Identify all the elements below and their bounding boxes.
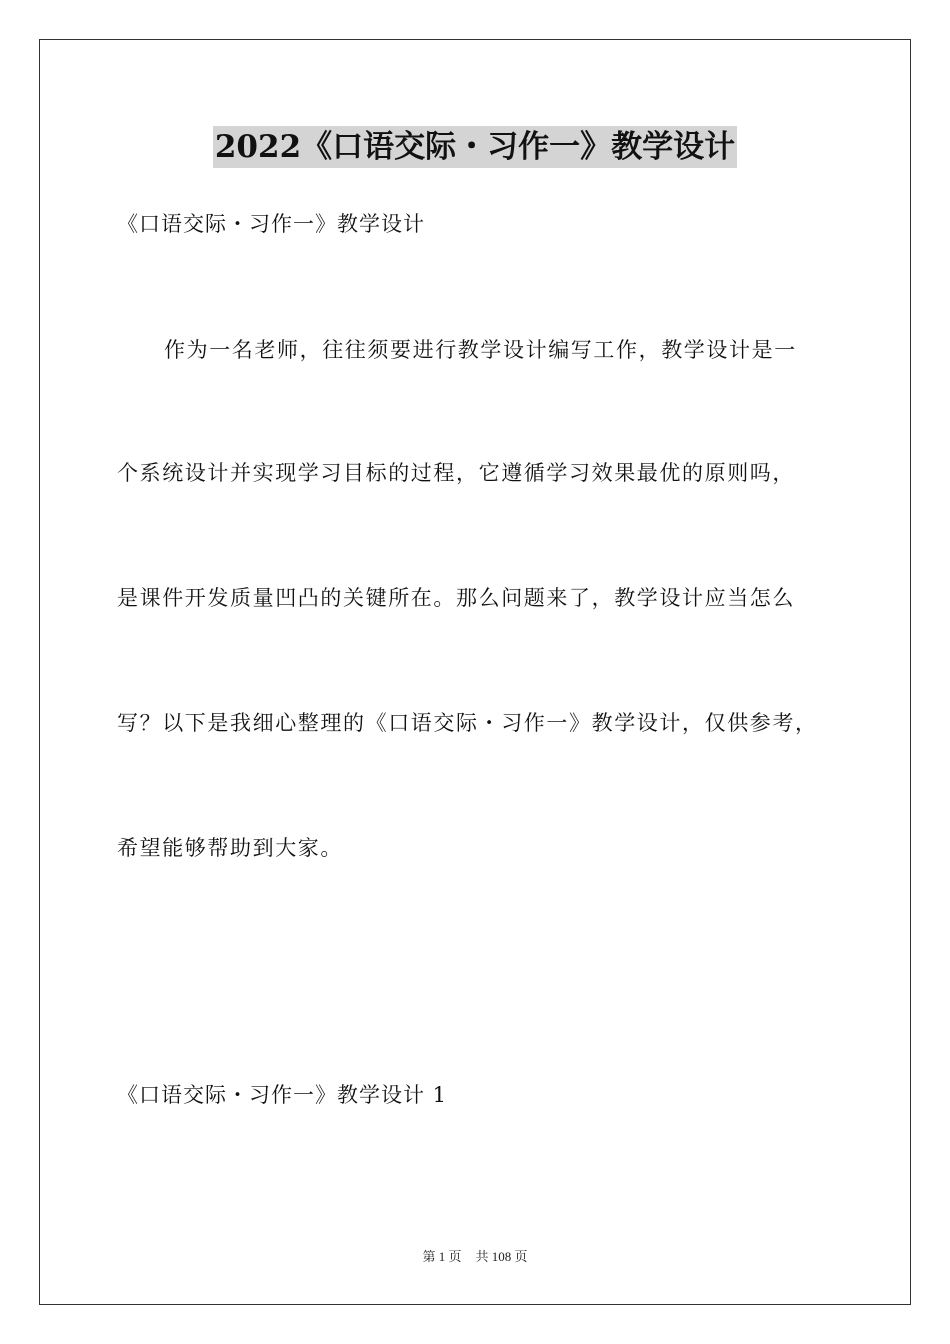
body-line-4: 写？以下是我细心整理的《口语交际・习作一》教学设计，仅供参考， [117, 711, 818, 735]
body-line-2: 个系统设计并实现学习目标的过程，它遵循学习效果最优的原则吗， [117, 461, 795, 485]
document-subtitle: 《口语交际・习作一》教学设计 [117, 212, 425, 236]
body-line-1: 作为一名老师，往往须要进行教学设计编写工作，教学设计是一 [164, 338, 797, 362]
document-title-text: 2022《口语交际・习作一》教学设计 [213, 126, 737, 168]
page-footer [0, 1248, 950, 1266]
document-title [0, 126, 950, 168]
section-heading: 《口语交际・习作一》教学设计 1 [117, 1083, 448, 1107]
page-number-current: 第 1 页 [422, 1249, 462, 1264]
body-line-5: 希望能够帮助到大家。 [117, 836, 343, 860]
body-line-3: 是课件开发质量凹凸的关键所在。那么问题来了，教学设计应当怎么 [117, 586, 795, 610]
page-number-total: 共 108 页 [475, 1249, 528, 1264]
